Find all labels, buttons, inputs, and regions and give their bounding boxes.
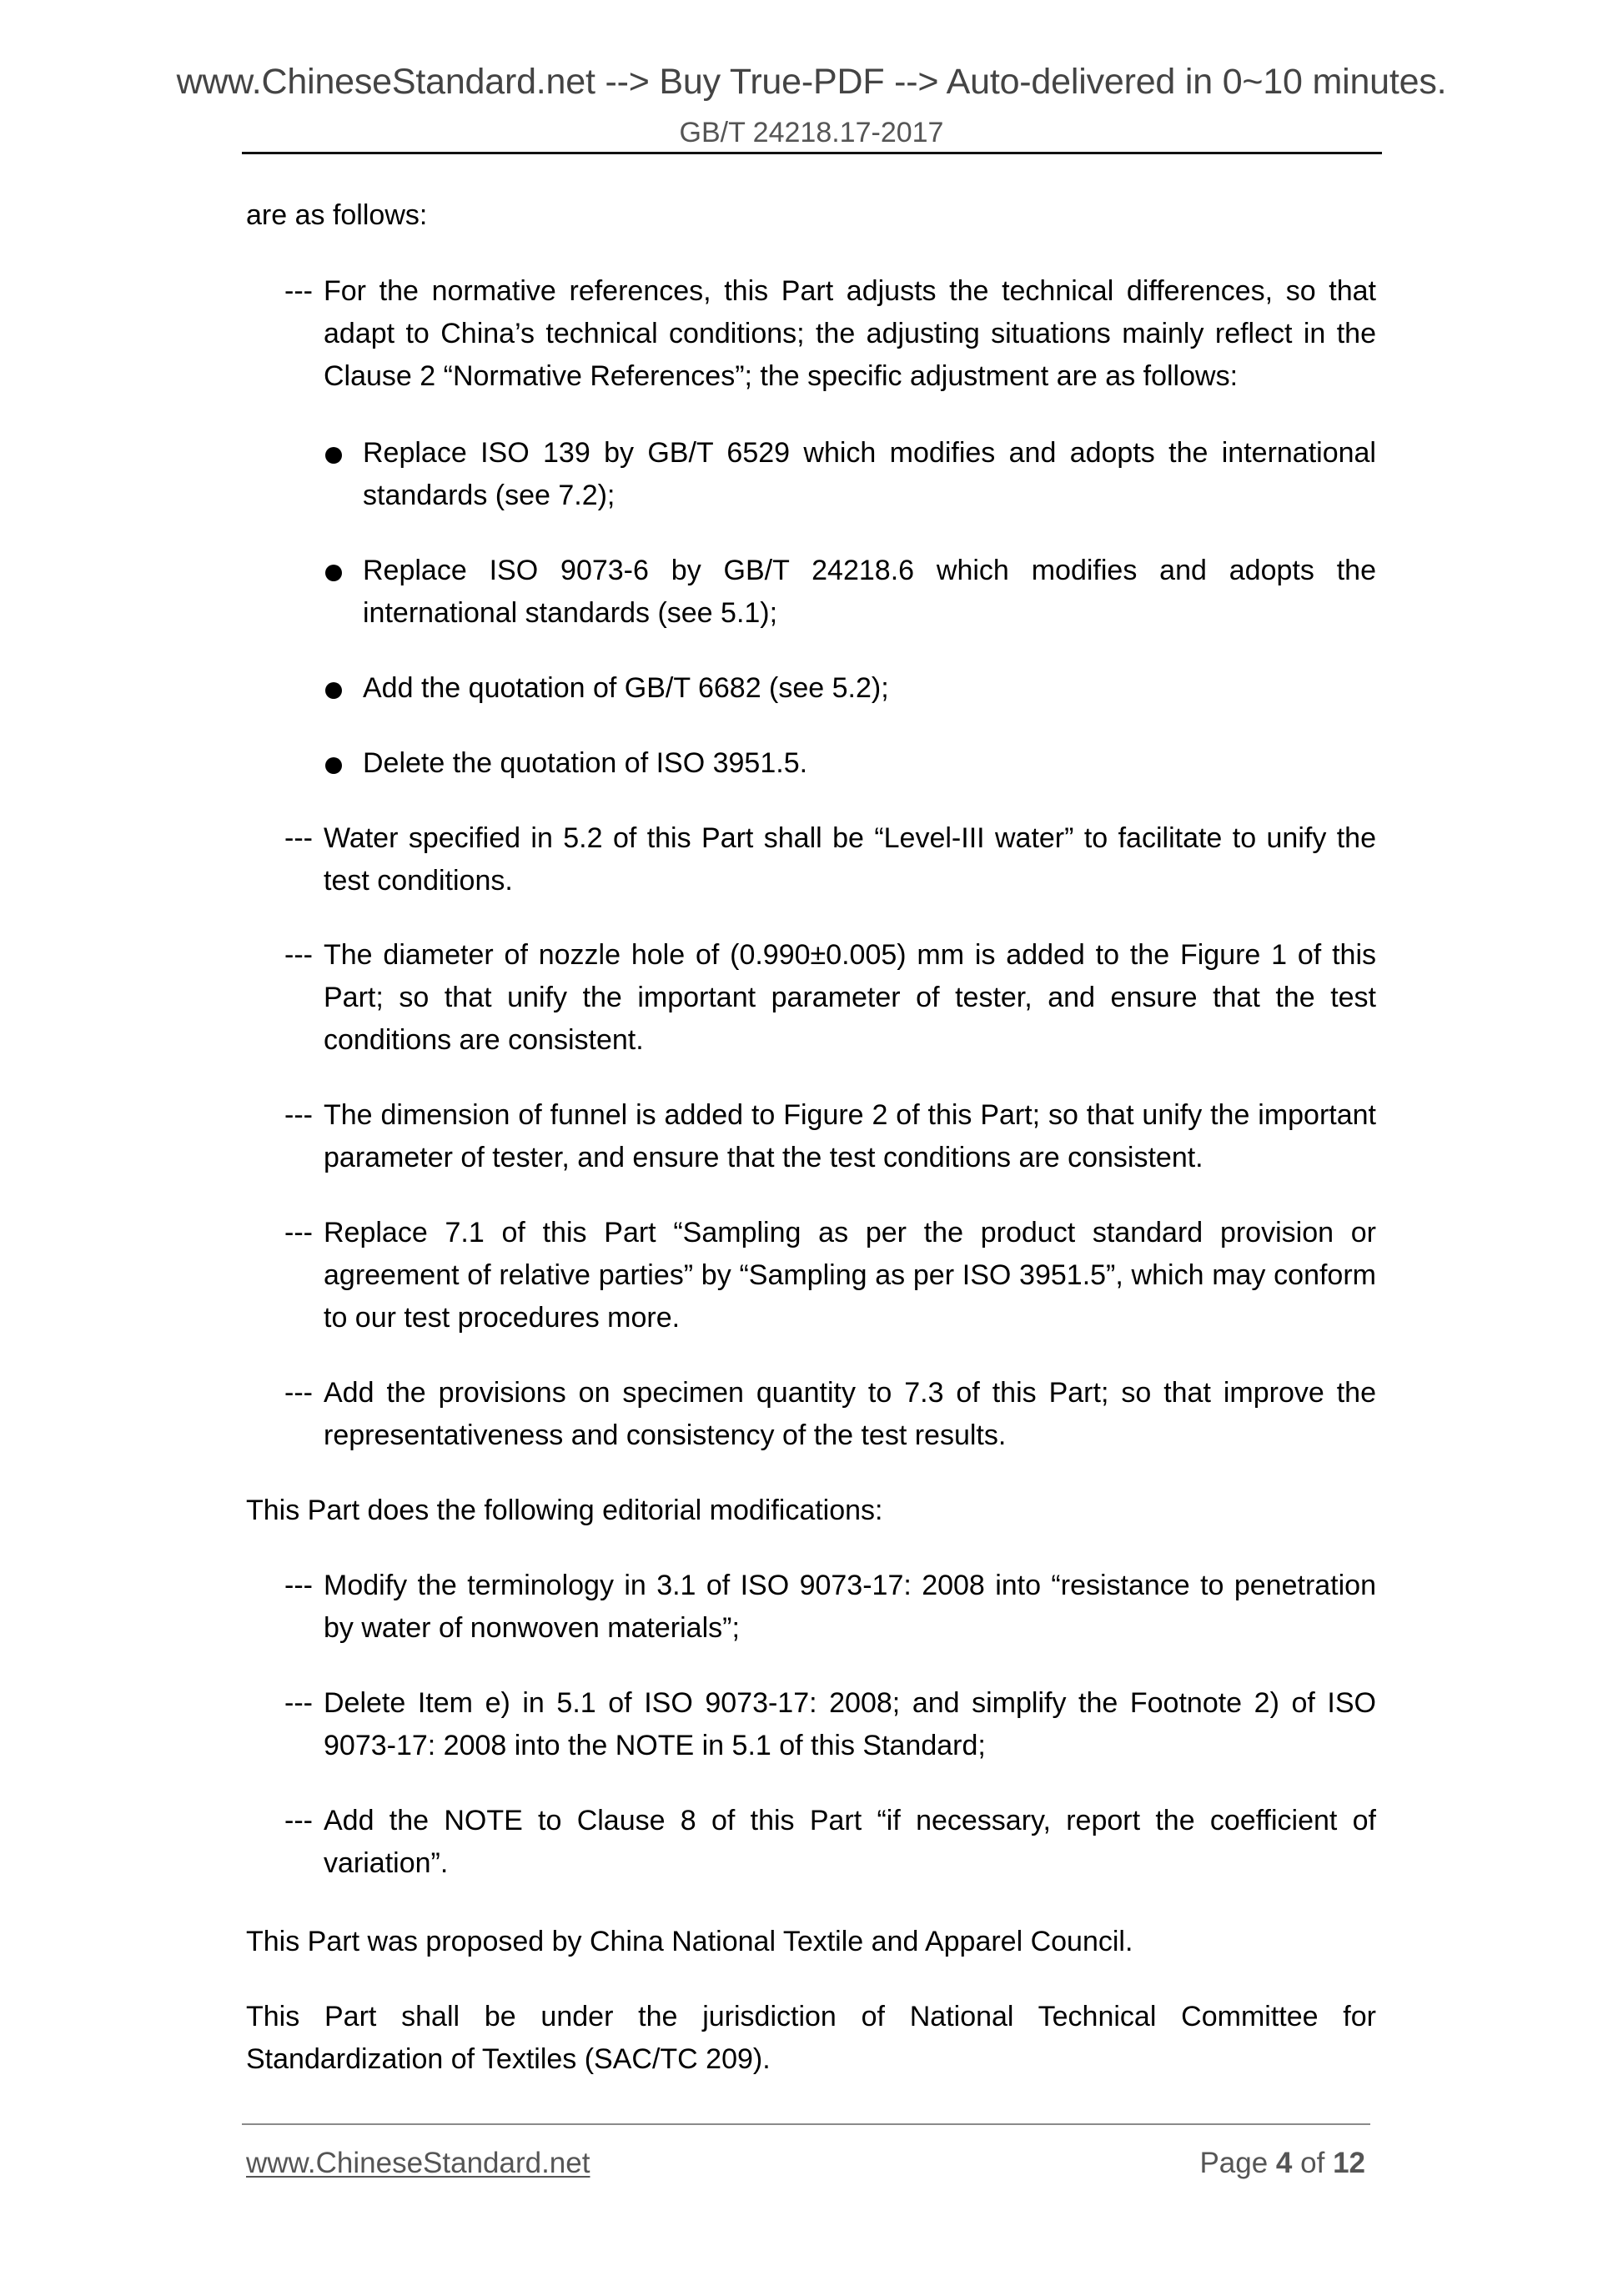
page-prefix: Page [1199,2147,1269,2179]
bullet-text: Replace ISO 139 by GB/T 6529 which modifies and adopts the international standards (see 7.2); [363,437,1376,511]
technical-difference-text: The diameter of nozzle hole of (0.990±0.005) mm is added to the Figure 1 of this Part; so that unify the important parameter of tester, and ensure that the test conditions are consistent. [324,939,1376,1056]
technical-difference-item [284,934,1376,1062]
editorial-modification-item [284,1800,1376,1885]
dash-marker: --- [284,1570,313,1601]
dash-marker: --- [284,1217,313,1248]
technical-difference-item [284,270,1376,398]
bullet-item [363,432,1376,517]
jurisdiction-paragraph: This Part shall be under the jurisdiction of National Technical Committee for Standardization of Textiles (SAC/TC 209). [246,2001,1376,2075]
bullet-text: Replace ISO 9073-6 by GB/T 24218.6 which modifies and adopts the international standards (see 5.1); [363,555,1376,629]
proposed-by-paragraph: This Part was proposed by China National Textile and Apparel Council. [246,1926,1133,1957]
technical-difference-text: Add the provisions on specimen quantity to 7.3 of this Part; so that improve the representativeness and consistency of the test results. [324,1377,1376,1451]
bullet-item [363,550,1376,635]
bullet-item [363,667,1376,710]
bullet-icon [325,447,342,464]
editorial-modification-text: Add the NOTE to Clause 8 of this Part “if necessary, report the coefficient of variation”. [324,1805,1376,1879]
technical-difference-text: For the normative references, this Part adjusts the technical differences, so that adapt to China’s technical conditions; the adjusting situations mainly reflect in the Clause 2 “Normative References”; the specific adjustment are as follows: [324,275,1376,392]
technical-difference-item [284,817,1376,902]
intro-paragraph: are as follows: [246,199,428,231]
footer-website-link[interactable]: www.ChineseStandard.net [246,2147,590,2179]
document-code: GB/T 24218.17-2017 [679,117,944,148]
page-header-title: www.ChineseStandard.net --> Buy True-PDF --> Auto-delivered in 0~10 minutes. [176,62,1447,102]
dash-marker: --- [284,822,313,854]
editorial-modification-item [284,1565,1376,1650]
bullet-icon [325,565,342,581]
header-divider [242,152,1382,154]
page-of: of [1300,2147,1325,2179]
bullet-icon [325,682,342,699]
dash-marker: --- [284,1805,313,1836]
editorial-intro-paragraph: This Part does the following editorial modifications: [246,1495,883,1526]
editorial-modification-text: Delete Item e) in 5.1 of ISO 9073-17: 2008; and simplify the Footnote 2) of ISO 9073-17: 2008 into the NOTE in 5.1 of this Standard; [324,1687,1376,1761]
bullet-item [363,742,1376,785]
bullet-icon [325,757,342,774]
dash-marker: --- [284,1687,313,1719]
bullet-text: Delete the quotation of ISO 3951.5. [363,747,808,779]
dash-marker: --- [284,939,313,971]
technical-difference-text: The dimension of funnel is added to Figure 2 of this Part; so that unify the important parameter of tester, and ensure that the test conditions are consistent. [324,1099,1376,1173]
technical-difference-text: Water specified in 5.2 of this Part shall be “Level-III water” to facilitate to unify the test conditions. [324,822,1376,897]
dash-marker: --- [284,1377,313,1409]
editorial-modification-text: Modify the terminology in 3.1 of ISO 9073-17: 2008 into “resistance to penetration by water of nonwoven materials”; [324,1570,1376,1644]
technical-difference-item [284,1212,1376,1339]
page-indicator [1199,2146,1365,2181]
dash-marker: --- [284,1099,313,1131]
dash-marker: --- [284,275,313,307]
footer-divider [242,2123,1370,2125]
page-current: 4 [1275,2147,1293,2179]
page-total: 12 [1333,2147,1365,2179]
technical-difference-item [284,1372,1376,1457]
bullet-text: Add the quotation of GB/T 6682 (see 5.2); [363,672,889,704]
technical-difference-text: Replace 7.1 of this Part “Sampling as per the product standard provision or agreement of relative parties” by “Sampling as per ISO 3951.5”, which may conform to our test procedures more. [324,1217,1376,1334]
editorial-modification-item [284,1682,1376,1767]
technical-difference-item [284,1094,1376,1179]
